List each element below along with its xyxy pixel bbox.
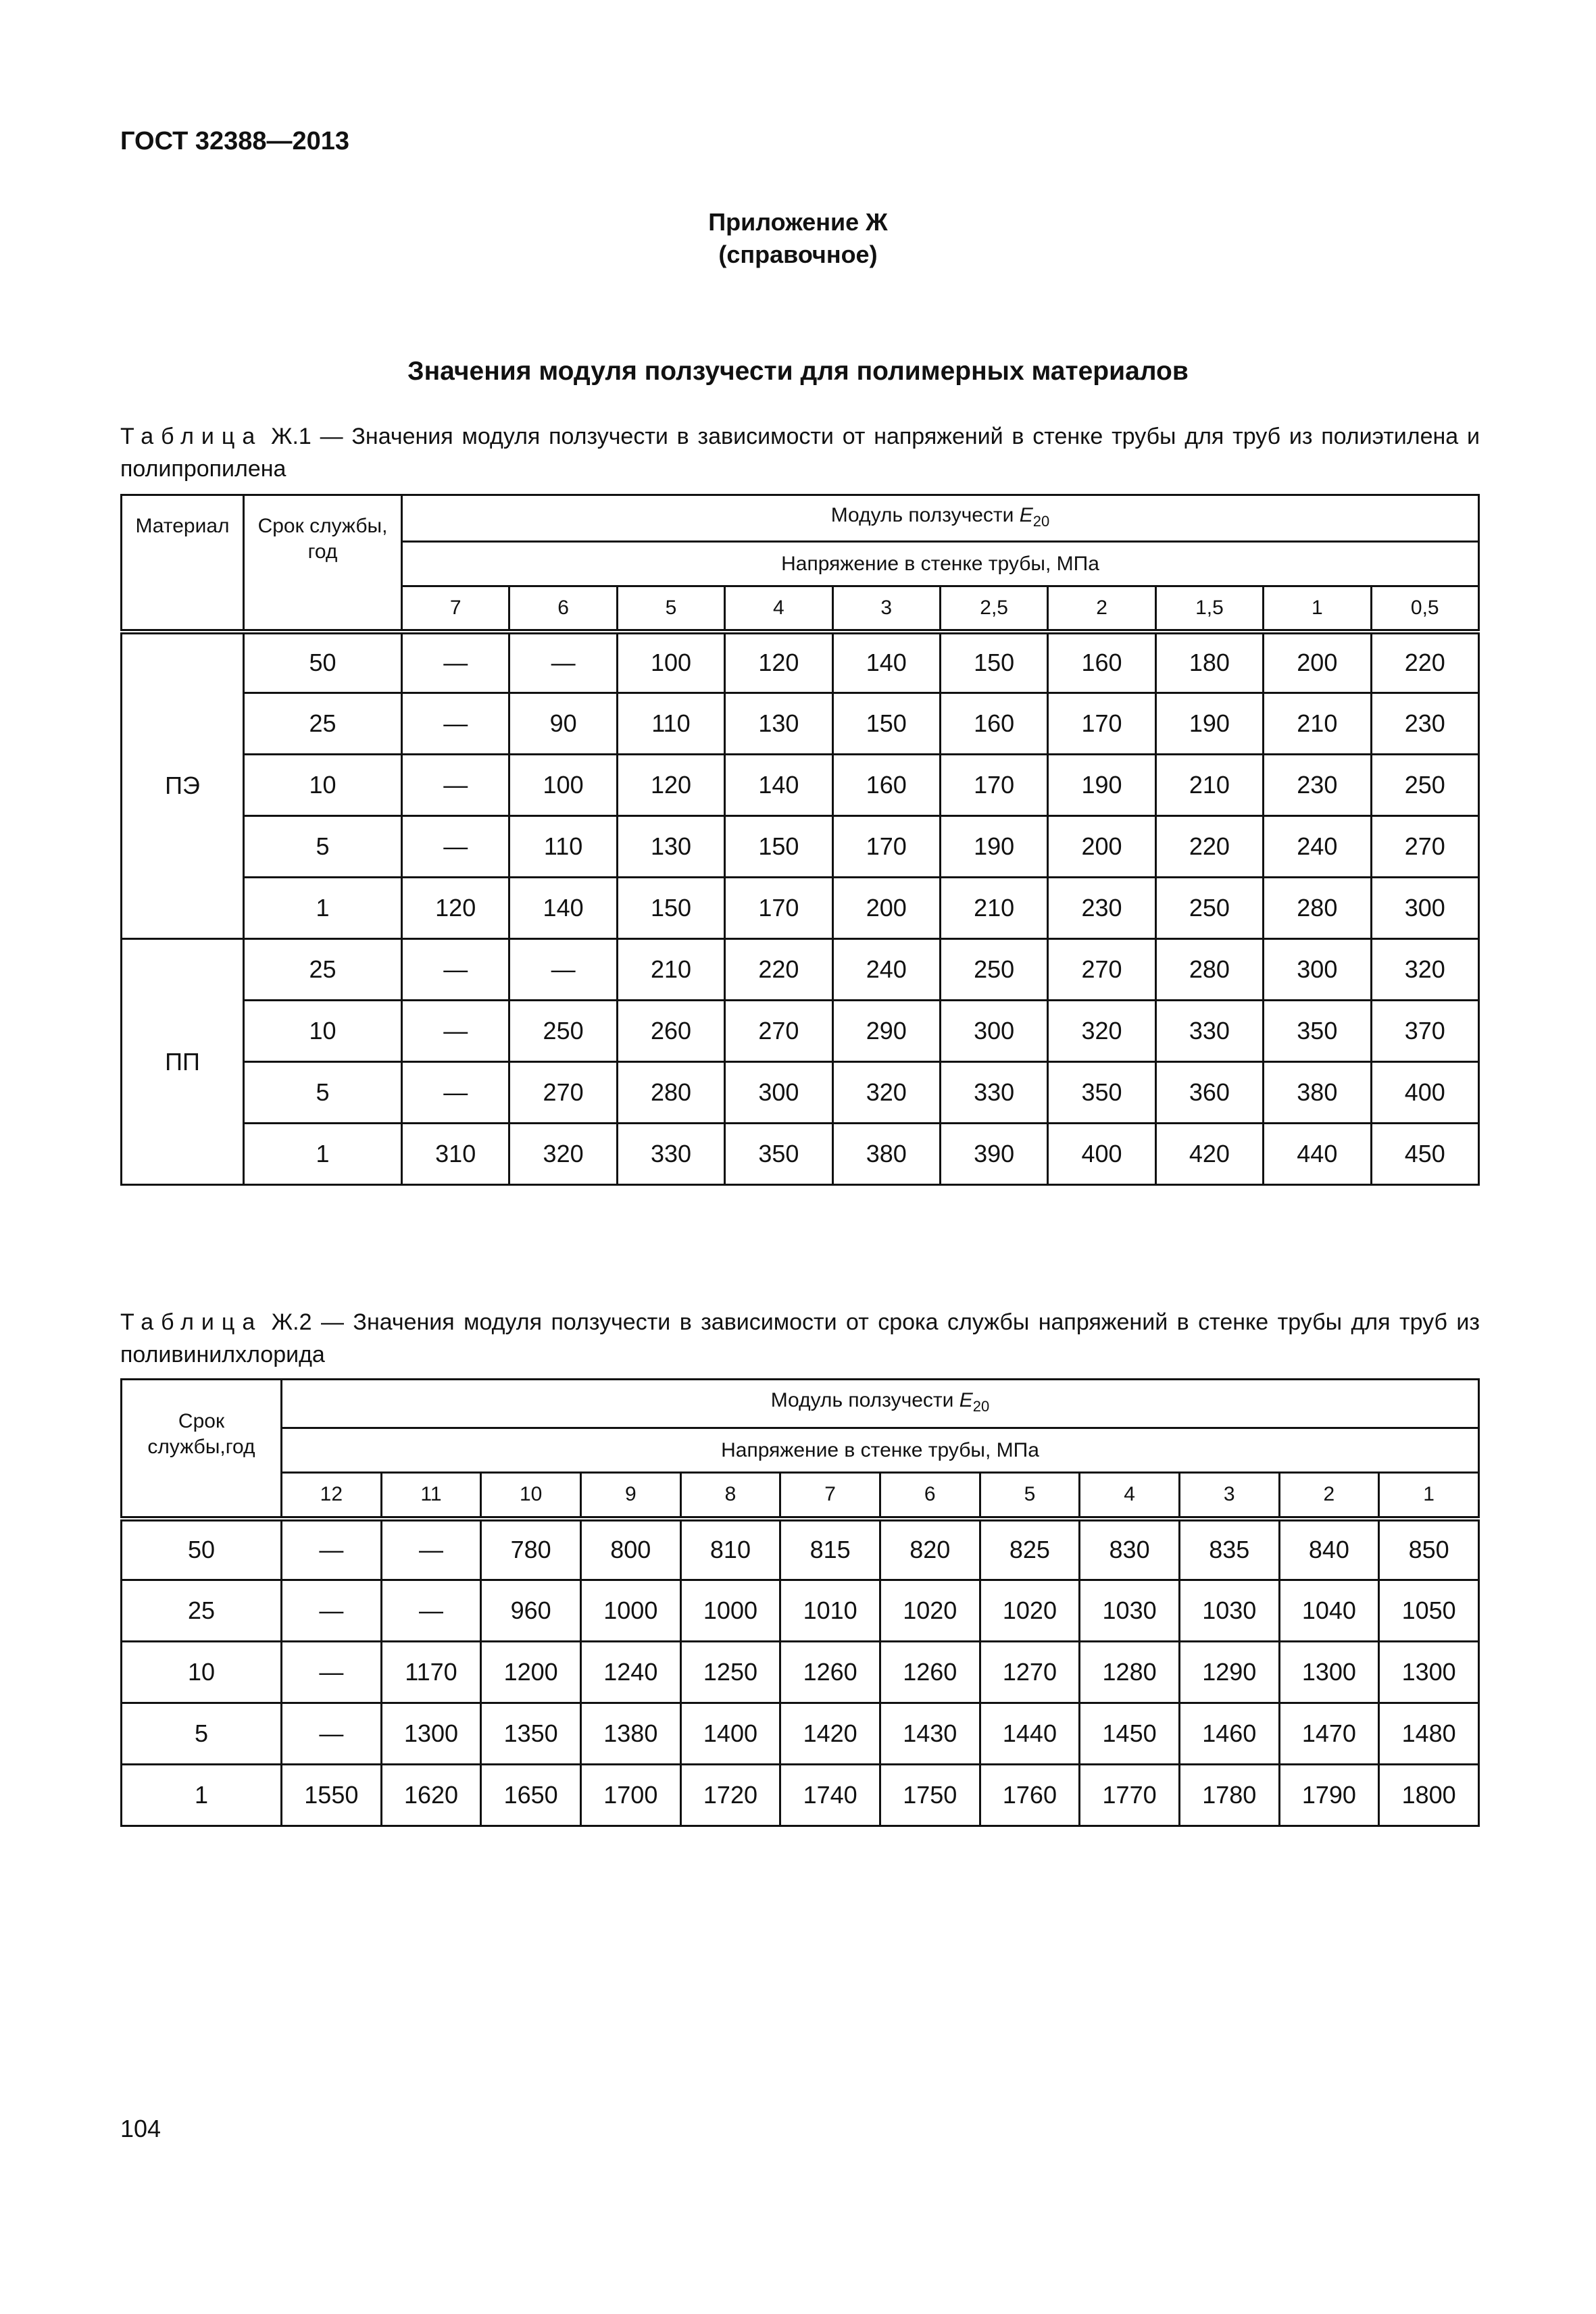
modulus-value-cell: 270	[1371, 816, 1478, 878]
modulus-value-cell: —	[381, 1519, 481, 1580]
stress-header-cell: 2	[1279, 1473, 1379, 1519]
modulus-value-cell: —	[282, 1703, 382, 1765]
stress-header-cell: 11	[381, 1473, 481, 1519]
modulus-value-cell: 1460	[1179, 1703, 1279, 1765]
table-row	[122, 693, 1479, 755]
stress-header-cell: 9	[580, 1473, 680, 1519]
modulus-value-cell: 150	[940, 632, 1047, 693]
table2-label: Таблица	[120, 1309, 263, 1335]
t1-modulus-subscript: 20	[1032, 512, 1050, 530]
modulus-value-cell: 270	[725, 1001, 832, 1062]
modulus-value-cell: 370	[1371, 1001, 1478, 1062]
modulus-value-cell: 250	[940, 939, 1047, 1001]
modulus-value-cell: 350	[1048, 1062, 1155, 1124]
modulus-value-cell: 250	[1371, 755, 1478, 816]
t2-header-service-life: Срок службы,год	[122, 1380, 282, 1519]
modulus-value-cell: 835	[1179, 1519, 1279, 1580]
modulus-value-cell: 130	[617, 816, 724, 878]
material-cell: ПЭ	[122, 632, 244, 939]
t1-header-material: Материал	[122, 495, 244, 632]
modulus-value-cell: 1470	[1279, 1703, 1379, 1765]
stress-header-cell: 4	[1080, 1473, 1180, 1519]
modulus-value-cell: 330	[1155, 1001, 1263, 1062]
stress-header-cell: 5	[617, 586, 724, 632]
modulus-value-cell: 220	[1155, 816, 1263, 878]
modulus-value-cell: 230	[1048, 878, 1155, 939]
t1-header-modulus	[402, 495, 1479, 542]
stress-header-cell: 1,5	[1155, 586, 1263, 632]
modulus-value-cell: 1740	[780, 1765, 880, 1826]
modulus-value-cell: 100	[617, 632, 724, 693]
modulus-value-cell: 350	[1264, 1001, 1371, 1062]
modulus-value-cell: 400	[1048, 1124, 1155, 1185]
service-life-cell: 1	[122, 1765, 282, 1826]
stress-header-cell: 6	[880, 1473, 980, 1519]
table-row	[122, 632, 1479, 693]
modulus-value-cell: 140	[509, 878, 617, 939]
modulus-value-cell: 280	[617, 1062, 724, 1124]
service-life-cell: 25	[122, 1580, 282, 1642]
modulus-value-cell: 1720	[680, 1765, 780, 1826]
stress-header-cell: 7	[402, 586, 509, 632]
modulus-value-cell: 150	[832, 693, 940, 755]
stress-header-cell: 3	[1179, 1473, 1279, 1519]
modulus-value-cell: 820	[880, 1519, 980, 1580]
modulus-value-cell: 420	[1155, 1124, 1263, 1185]
modulus-value-cell: 300	[1264, 939, 1371, 1001]
modulus-value-cell: 320	[1371, 939, 1478, 1001]
modulus-value-cell: 250	[509, 1001, 617, 1062]
stress-header-cell: 12	[282, 1473, 382, 1519]
modulus-value-cell: 160	[940, 693, 1047, 755]
modulus-value-cell: 230	[1264, 755, 1371, 816]
modulus-value-cell: 1240	[580, 1642, 680, 1703]
table-row	[122, 1001, 1479, 1062]
modulus-value-cell: 1270	[980, 1642, 1080, 1703]
modulus-value-cell: 220	[725, 939, 832, 1001]
t2-modulus-symbol: E	[959, 1389, 973, 1411]
modulus-value-cell: 160	[1048, 632, 1155, 693]
table-row	[122, 1519, 1479, 1580]
table-row	[122, 1642, 1479, 1703]
modulus-value-cell: 1450	[1080, 1703, 1180, 1765]
material-cell: ПП	[122, 939, 244, 1185]
stress-header-cell: 3	[832, 586, 940, 632]
modulus-value-cell: 360	[1155, 1062, 1263, 1124]
table-row	[122, 1703, 1479, 1765]
modulus-value-cell: 240	[832, 939, 940, 1001]
modulus-value-cell: 330	[617, 1124, 724, 1185]
modulus-value-cell: —	[402, 755, 509, 816]
modulus-value-cell: 250	[1155, 878, 1263, 939]
modulus-value-cell: 1040	[1279, 1580, 1379, 1642]
stress-header-cell: 7	[780, 1473, 880, 1519]
table2-caption-text: Ж.2 — Значения модуля ползучести в зависимости от срока службы напряжений в стенке трубы для труб из поливинилхлорида	[120, 1309, 1480, 1367]
modulus-value-cell: 320	[509, 1124, 617, 1185]
service-life-cell: 25	[244, 693, 402, 755]
table1-caption-text: Ж.1 — Значения модуля ползучести в зависимости от напряжений в стенке трубы для труб из полиэтилена и полипропилена	[120, 424, 1480, 482]
modulus-value-cell: 1400	[680, 1703, 780, 1765]
modulus-value-cell: 380	[1264, 1062, 1371, 1124]
modulus-value-cell: 140	[725, 755, 832, 816]
modulus-value-cell: 120	[617, 755, 724, 816]
t1-modulus-label: Модуль ползучести	[830, 503, 1014, 526]
modulus-value-cell: 800	[580, 1519, 680, 1580]
modulus-value-cell: 1750	[880, 1765, 980, 1826]
modulus-value-cell: 390	[940, 1124, 1047, 1185]
t2-modulus-subscript: 20	[972, 1398, 990, 1415]
modulus-value-cell: 1280	[1080, 1642, 1180, 1703]
modulus-value-cell: 280	[1155, 939, 1263, 1001]
modulus-value-cell: 380	[832, 1124, 940, 1185]
modulus-value-cell: 150	[725, 816, 832, 878]
modulus-value-cell: 200	[1264, 632, 1371, 693]
modulus-value-cell: 1000	[580, 1580, 680, 1642]
service-life-cell: 1	[244, 878, 402, 939]
modulus-value-cell: 810	[680, 1519, 780, 1580]
service-life-cell: 50	[122, 1519, 282, 1580]
modulus-value-cell: 260	[617, 1001, 724, 1062]
appendix-subtitle: (справочное)	[718, 241, 878, 268]
table-row	[122, 1580, 1479, 1642]
modulus-value-cell: 110	[509, 816, 617, 878]
modulus-value-cell: 210	[617, 939, 724, 1001]
document-code: ГОСТ 32388—2013	[120, 127, 350, 155]
modulus-value-cell: 350	[725, 1124, 832, 1185]
stress-header-cell: 1	[1264, 586, 1371, 632]
modulus-value-cell: 1250	[680, 1642, 780, 1703]
service-life-cell: 5	[244, 1062, 402, 1124]
t2-modulus-label: Модуль ползучести	[770, 1389, 954, 1411]
modulus-value-cell: 1260	[780, 1642, 880, 1703]
service-life-cell: 50	[244, 632, 402, 693]
modulus-value-cell: 90	[509, 693, 617, 755]
page-number: 104	[120, 2115, 161, 2142]
table-row	[122, 755, 1479, 816]
modulus-value-cell: 1050	[1379, 1580, 1479, 1642]
modulus-value-cell: 450	[1371, 1124, 1478, 1185]
t2-header-stress: Напряжение в стенке трубы, МПа	[282, 1428, 1479, 1473]
t1-modulus-symbol: E	[1019, 503, 1033, 526]
modulus-value-cell: 400	[1371, 1062, 1478, 1124]
modulus-value-cell: 1010	[780, 1580, 880, 1642]
modulus-value-cell: 210	[1264, 693, 1371, 755]
modulus-value-cell: —	[282, 1580, 382, 1642]
modulus-value-cell: 120	[402, 878, 509, 939]
modulus-value-cell: 300	[725, 1062, 832, 1124]
modulus-value-cell: 1200	[481, 1642, 581, 1703]
stress-header-cell: 2,5	[940, 586, 1047, 632]
modulus-value-cell: 1030	[1179, 1580, 1279, 1642]
modulus-value-cell: 130	[725, 693, 832, 755]
modulus-value-cell: 290	[832, 1001, 940, 1062]
modulus-value-cell: 170	[725, 878, 832, 939]
modulus-value-cell: 220	[1371, 632, 1478, 693]
modulus-value-cell: 200	[1048, 816, 1155, 878]
table-row	[122, 1124, 1479, 1185]
service-life-cell: 1	[244, 1124, 402, 1185]
modulus-value-cell: 100	[509, 755, 617, 816]
table-row	[122, 816, 1479, 878]
modulus-value-cell: 210	[1155, 755, 1263, 816]
modulus-value-cell: —	[402, 1062, 509, 1124]
modulus-value-cell: 170	[1048, 693, 1155, 755]
table1	[120, 494, 1480, 1186]
table2-caption	[120, 1306, 1480, 1371]
t2-header-modulus	[282, 1380, 1479, 1428]
modulus-value-cell: —	[509, 939, 617, 1001]
modulus-value-cell: 1000	[680, 1580, 780, 1642]
modulus-value-cell: 1760	[980, 1765, 1080, 1826]
modulus-value-cell: —	[402, 632, 509, 693]
modulus-value-cell: 270	[1048, 939, 1155, 1001]
modulus-value-cell: 1550	[282, 1765, 382, 1826]
modulus-value-cell: —	[282, 1642, 382, 1703]
stress-header-cell: 0,5	[1371, 586, 1478, 632]
modulus-value-cell: 440	[1264, 1124, 1371, 1185]
table1-caption	[120, 420, 1480, 485]
modulus-value-cell: 300	[940, 1001, 1047, 1062]
modulus-value-cell: 320	[832, 1062, 940, 1124]
appendix-heading	[0, 206, 1596, 271]
modulus-value-cell: 1430	[880, 1703, 980, 1765]
modulus-value-cell: 200	[832, 878, 940, 939]
modulus-value-cell: 1420	[780, 1703, 880, 1765]
modulus-value-cell: 140	[832, 632, 940, 693]
service-life-cell: 5	[244, 816, 402, 878]
modulus-value-cell: 1650	[481, 1765, 581, 1826]
modulus-value-cell: —	[402, 693, 509, 755]
modulus-value-cell: 1030	[1080, 1580, 1180, 1642]
modulus-value-cell: 280	[1264, 878, 1371, 939]
section-title: Значения модуля ползучести для полимерных материалов	[407, 357, 1189, 386]
modulus-value-cell: 1170	[381, 1642, 481, 1703]
modulus-value-cell: 1020	[880, 1580, 980, 1642]
modulus-value-cell: 840	[1279, 1519, 1379, 1580]
modulus-value-cell: 1380	[580, 1703, 680, 1765]
modulus-value-cell: 960	[481, 1580, 581, 1642]
modulus-value-cell: 1020	[980, 1580, 1080, 1642]
modulus-value-cell: 320	[1048, 1001, 1155, 1062]
modulus-value-cell: 190	[1048, 755, 1155, 816]
modulus-value-cell: 1440	[980, 1703, 1080, 1765]
service-life-cell: 25	[244, 939, 402, 1001]
modulus-value-cell: 1780	[1179, 1765, 1279, 1826]
modulus-value-cell: 210	[940, 878, 1047, 939]
modulus-value-cell: 120	[725, 632, 832, 693]
modulus-value-cell: 240	[1264, 816, 1371, 878]
modulus-value-cell: 180	[1155, 632, 1263, 693]
modulus-value-cell: 1350	[481, 1703, 581, 1765]
modulus-value-cell: 270	[509, 1062, 617, 1124]
modulus-value-cell: 1770	[1080, 1765, 1180, 1826]
table-row	[122, 939, 1479, 1001]
modulus-value-cell: 1290	[1179, 1642, 1279, 1703]
modulus-value-cell: 190	[1155, 693, 1263, 755]
modulus-value-cell: —	[381, 1580, 481, 1642]
modulus-value-cell: 1620	[381, 1765, 481, 1826]
service-life-cell: 5	[122, 1703, 282, 1765]
modulus-value-cell: —	[402, 1001, 509, 1062]
stress-header-cell: 2	[1048, 586, 1155, 632]
service-life-cell: 10	[244, 1001, 402, 1062]
modulus-value-cell: 170	[940, 755, 1047, 816]
table-row	[122, 1062, 1479, 1124]
modulus-value-cell: 160	[832, 755, 940, 816]
modulus-value-cell: 1790	[1279, 1765, 1379, 1826]
modulus-value-cell: —	[509, 632, 617, 693]
table1-label: Таблица	[120, 424, 263, 449]
modulus-value-cell: 1480	[1379, 1703, 1479, 1765]
modulus-value-cell: 850	[1379, 1519, 1479, 1580]
modulus-value-cell: 150	[617, 878, 724, 939]
stress-header-cell: 6	[509, 586, 617, 632]
table-row	[122, 878, 1479, 939]
modulus-value-cell: 830	[1080, 1519, 1180, 1580]
t1-header-service-life: Срок службы, год	[244, 495, 402, 632]
modulus-value-cell: 170	[832, 816, 940, 878]
modulus-value-cell: 300	[1371, 878, 1478, 939]
appendix-title: Приложение Ж	[708, 208, 888, 236]
modulus-value-cell: 815	[780, 1519, 880, 1580]
service-life-cell: 10	[122, 1642, 282, 1703]
modulus-value-cell: 190	[940, 816, 1047, 878]
stress-header-cell: 8	[680, 1473, 780, 1519]
modulus-value-cell: 230	[1371, 693, 1478, 755]
modulus-value-cell: 110	[617, 693, 724, 755]
stress-header-cell: 5	[980, 1473, 1080, 1519]
modulus-value-cell: —	[402, 939, 509, 1001]
modulus-value-cell: —	[282, 1519, 382, 1580]
modulus-value-cell: 310	[402, 1124, 509, 1185]
table2	[120, 1378, 1480, 1827]
modulus-value-cell: 1300	[381, 1703, 481, 1765]
modulus-value-cell: 330	[940, 1062, 1047, 1124]
modulus-value-cell: —	[402, 816, 509, 878]
table-row	[122, 1765, 1479, 1826]
modulus-value-cell: 780	[481, 1519, 581, 1580]
modulus-value-cell: 1700	[580, 1765, 680, 1826]
t1-header-stress: Напряжение в стенке трубы, МПа	[402, 542, 1479, 586]
modulus-value-cell: 1300	[1279, 1642, 1379, 1703]
stress-header-cell: 4	[725, 586, 832, 632]
modulus-value-cell: 1260	[880, 1642, 980, 1703]
modulus-value-cell: 825	[980, 1519, 1080, 1580]
modulus-value-cell: 1300	[1379, 1642, 1479, 1703]
modulus-value-cell: 1800	[1379, 1765, 1479, 1826]
stress-header-cell: 10	[481, 1473, 581, 1519]
stress-header-cell: 1	[1379, 1473, 1479, 1519]
service-life-cell: 10	[244, 755, 402, 816]
